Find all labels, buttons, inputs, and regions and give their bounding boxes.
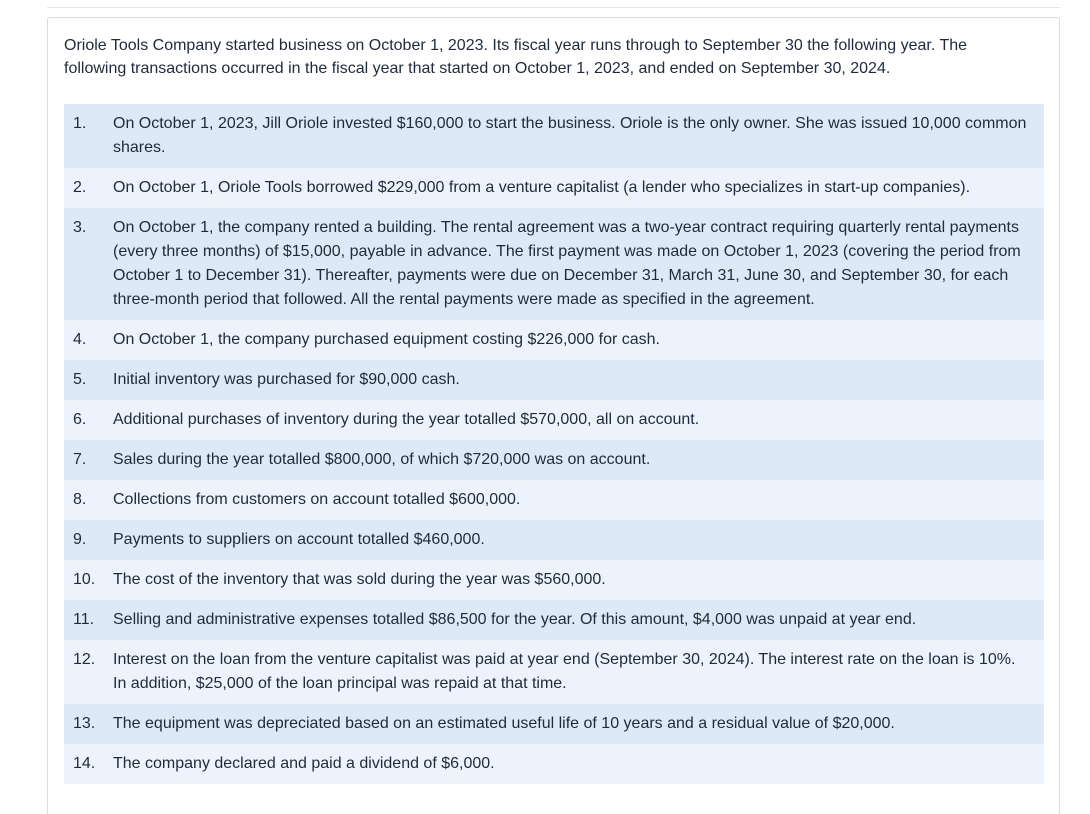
item-number: 3. (73, 219, 87, 236)
list-item (64, 440, 1044, 480)
item-text: Initial inventory was purchased for $90,000 cash. (113, 371, 460, 388)
list-item (64, 480, 1044, 520)
list-item (64, 600, 1044, 640)
list-item (64, 520, 1044, 560)
item-number: 2. (73, 179, 87, 196)
item-number: 12. (73, 651, 96, 668)
item-number: 6. (73, 411, 87, 428)
item-number: 11. (73, 611, 95, 628)
list-item (64, 320, 1044, 360)
item-number: 9. (73, 531, 87, 548)
item-text: Selling and administrative expenses totalled $86,500 for the year. Of this amount, $4,000 was unpaid at year end. (113, 611, 917, 628)
list-item (64, 168, 1044, 208)
item-text: Sales during the year totalled $800,000, of which $720,000 was on account. (113, 451, 651, 468)
item-text: The equipment was depreciated based on an estimated useful life of 10 years and a residual value of $20,000. (113, 715, 895, 732)
item-text: The company declared and paid a dividend of $6,000. (113, 755, 495, 772)
list-item (64, 208, 1044, 320)
item-number: 10. (73, 571, 96, 588)
question-card (47, 17, 1060, 814)
list-item (64, 560, 1044, 600)
top-divider (47, 7, 1060, 8)
item-text: Additional purchases of inventory during the year totalled $570,000, all on account. (113, 411, 700, 428)
intro-paragraph: Oriole Tools Company started business on October 1, 2023. Its fiscal year runs through to September 30 the following year. The following transactions occurred in the fiscal year that started on October 1, 2023, and ended on September 30, 2024. (64, 37, 968, 77)
item-text: Collections from customers on account totalled $600,000. (113, 491, 521, 508)
item-text: On October 1, 2023, Jill Oriole invested $160,000 to start the business. Oriole is the only owner. She was issued 10,000 common shares. (113, 115, 1027, 156)
list-item (64, 640, 1044, 704)
item-number: 13. (73, 715, 96, 732)
item-text: On October 1, the company purchased equipment costing $226,000 for cash. (113, 331, 660, 348)
transaction-list (64, 104, 1044, 784)
item-text: Payments to suppliers on account totalled $460,000. (113, 531, 485, 548)
item-text: On October 1, the company rented a building. The rental agreement was a two-year contract requiring quarterly rental payments (every three months) of $15,000, payable in advance. The first payment was made on October 1, 2023 (covering the period from October 1 to December 31). Thereafter, payments were due on December 31, March 31, June 30, and September 30, for each three-month period that followed. All the rental payments were made as specified in the agreement. (113, 219, 1021, 308)
item-number: 14. (73, 755, 96, 772)
item-number: 7. (73, 451, 87, 468)
list-item (64, 704, 1044, 744)
item-text: On October 1, Oriole Tools borrowed $229,000 from a venture capitalist (a lender who specializes in start-up companies). (113, 179, 971, 196)
item-number: 8. (73, 491, 87, 508)
list-item (64, 744, 1044, 784)
list-item (64, 360, 1044, 400)
item-number: 5. (73, 371, 87, 388)
item-text: The cost of the inventory that was sold during the year was $560,000. (113, 571, 606, 588)
item-number: 4. (73, 331, 87, 348)
list-item (64, 104, 1044, 168)
item-number: 1. (73, 115, 87, 132)
list-item (64, 400, 1044, 440)
item-text: Interest on the loan from the venture capitalist was paid at year end (September 30, 2024). The interest rate on the loan is 10%. In addition, $25,000 of the loan principal was repaid at that time. (113, 651, 1016, 692)
